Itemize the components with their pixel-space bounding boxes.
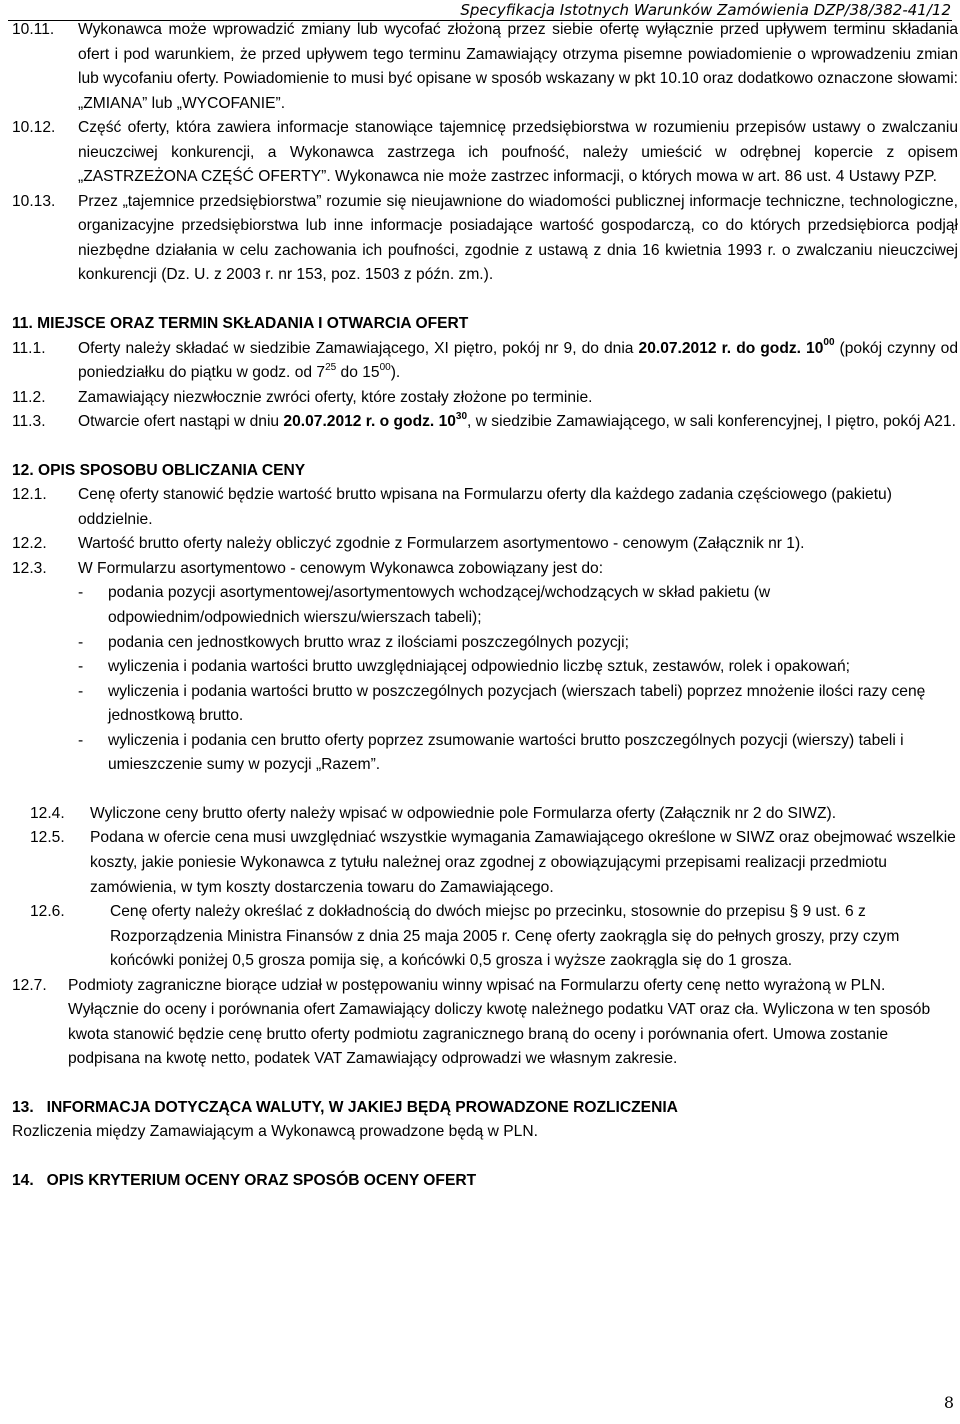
list-item <box>12 729 958 778</box>
section-12-3 <box>12 557 958 582</box>
document-title: Specyfikacja Istotnych Warunków Zamówienia DZP/38/382-41/12 <box>460 1 951 19</box>
superscript: 00 <box>823 337 835 349</box>
section-number: 12.7. <box>12 976 47 994</box>
section-12-5 <box>12 826 958 900</box>
superscript: 25 <box>325 361 337 373</box>
list-item <box>12 631 958 656</box>
superscript: 30 <box>455 411 468 423</box>
section-number: 12.2. <box>12 535 47 553</box>
section-text: W Formularzu asortymentowo - cenowym Wykonawca zobowiązany jest do: <box>78 559 604 577</box>
text-part: (pokój czynny od poniedziałku do piątku w godz. od 7 <box>78 339 958 382</box>
section-text <box>78 410 958 435</box>
list-item <box>12 655 958 680</box>
list-item-text: wyliczenia i podania cen brutto oferty poprzez zsumowanie wartości brutto poszczególnych pozycji (wierszy) tabeli i umieszczenie sumy w pozycji „Razem”. <box>108 731 904 774</box>
section-text: Podmioty zagraniczne biorące udział w postępowaniu winny wpisać na Formularzu oferty cenę netto wyrażoną w PLN. Wyłącznie do oceny i porównania ofert Zamawiający doliczy kwotę należnego podatku VAT oraz cła. Wyliczona w ten sposób kwota stanowić będzie cenę brutto oferty podmiotu zagranicznego braną do oceny i porównania ofert. Umowa zostanie podpisana na kwotę netto, podatek VAT Zamawiający odprowadzi we własnym zakresie. <box>68 976 931 1068</box>
list-item <box>12 581 958 630</box>
bullet-dash: - <box>78 658 84 676</box>
list-item-text: wyliczenia i podania wartości brutto w poszczególnych pozycjach (wierszach tabeli) poprzez mnożenie ilości razy cenę jednostkową brutto. <box>108 682 926 725</box>
section-number: 11.2. <box>12 388 46 406</box>
section-number: 12.6. <box>30 903 65 921</box>
section-number: 11.3. <box>12 413 46 431</box>
text-part: ). <box>390 364 401 382</box>
section-number: 12.4. <box>30 804 65 822</box>
bullet-dash: - <box>78 682 84 700</box>
section-11-2 <box>12 386 958 411</box>
spacer <box>12 778 958 802</box>
section-11-1 <box>12 337 958 386</box>
document-body <box>12 18 958 1194</box>
section-12-2 <box>12 532 958 557</box>
section-number: 11.1. <box>12 339 46 357</box>
section-text: Część oferty, która zawiera informacje stanowiące tajemnicę przedsiębiorstwa w rozumieniu przepisów ustawy o zwalczaniu nieuczciwej konkurencji, a Wykonawca zastrzega ich poufność, należy umieścić w odrębnej kopercie z opisem „ZASTRZEŻONA CZĘŚĆ OFERTY”. Wykonawca nie może zastrzec informacji, o których mowa w art. 86 ust. 4 Ustawy PZP. <box>78 119 958 186</box>
bullet-dash: - <box>78 584 84 602</box>
text-part: , w siedzibie Zamawiającego, w sali konferencyjnej, I piętro, pokój A21. <box>467 413 956 431</box>
list-item-text: podania cen jednostkowych brutto wraz z ilościami poszczególnych pozycji; <box>108 633 629 651</box>
section-text: Zamawiający niezwłocznie zwróci oferty, które zostały złożone po terminie. <box>78 388 593 406</box>
heading-section-13: 13. INFORMACJA DOTYCZĄCA WALUTY, W JAKIEJ BĘDĄ PROWADZONE ROZLICZENIA <box>12 1098 678 1116</box>
section-11-3 <box>12 410 958 435</box>
section-text: Wyliczone ceny brutto oferty należy wpisać w odpowiednie pole Formularza oferty (Załącznik nr 2 do SIWZ). <box>90 804 837 822</box>
heading-section-11: 11. MIEJSCE ORAZ TERMIN SKŁADANIA I OTWARCIA OFERT <box>12 315 469 333</box>
text-part: Oferty należy składać w siedzibie Zamawiającego, XI piętro, pokój nr 9, do dnia <box>78 339 639 357</box>
section-10-11 <box>12 18 958 116</box>
section-10-12 <box>12 116 958 190</box>
text-part: Otwarcie ofert nastąpi w dniu <box>78 413 284 431</box>
heading-section-14: 14. OPIS KRYTERIUM OCENY ORAZ SPOSÓB OCENY OFERT <box>12 1171 477 1189</box>
section-number: 10.12. <box>12 119 56 137</box>
bullet-dash: - <box>78 633 84 651</box>
section-12-1 <box>12 483 958 532</box>
list-item-text: wyliczenia i podania wartości brutto uwzględniającej odpowiednio liczbę sztuk, zestawów, rolek i opakowań; <box>108 658 850 676</box>
section-number: 12.1. <box>12 486 47 504</box>
section-number: 12.5. <box>30 829 65 847</box>
list-item-text: podania pozycji asortymentowej/asortymentowych wchodzącej/wchodzących w skład pakietu (w odpowiednim/odpowiednich wierszu/wierszach tabeli); <box>108 584 771 627</box>
section-13-text: Rozliczenia między Zamawiającym a Wykonawcą prowadzone będą w PLN. <box>12 1123 538 1141</box>
section-text <box>78 337 958 386</box>
section-10-13 <box>12 190 958 288</box>
section-text: Podana w ofercie cena musi uwzględniać wszystkie wymagania Zamawiającego określone w SIWZ oraz obejmować wszelkie koszty, jakie poniesie Wykonawca z tytułu należnej oraz zgodnej z obowiązującymi przepisami realizacji przedmiotu zamówienia, w tym koszty dostarczenia towaru do Zamawiającego. <box>90 829 956 896</box>
section-text: Wartość brutto oferty należy obliczyć zgodnie z Formularzem asortymentowo - cenowym (Załącznik nr 1). <box>78 535 805 553</box>
section-12-4 <box>12 802 958 827</box>
section-number: 12.3. <box>12 559 47 577</box>
section-number: 10.13. <box>12 192 56 210</box>
section-text: Przez „tajemnice przedsiębiorstwa” rozumie się nieujawnione do wiadomości publicznej informacje techniczne, technologiczne, organizacyjne przedsiębiorstwa lub inne informacje posiadające wartość gospodarczą, co do których przedsiębiorca podjął niezbędne działania w celu zachowania ich poufności, zgodnie z ustawą z dnia 16 kwietnia 1993 r. o zwalczaniu nieuczciwej konkurencji (Dz. U. z 2003 r. nr 153, poz. 1503 z późn. zm.). <box>78 192 958 284</box>
opening-date: 20.07.2012 r. o godz. 10 <box>283 413 456 431</box>
text-part: do 15 <box>336 364 380 382</box>
superscript: 00 <box>379 361 391 373</box>
deadline-date: 20.07.2012 r. do godz. 10 <box>638 339 824 357</box>
section-number: 10.11. <box>12 21 55 38</box>
section-text: Cenę oferty należy określać z dokładnością do dwóch miejsc po przecinku, stosownie do przepisu § 9 ust. 6 z Rozporządzenia Ministra Finansów z dnia 25 maja 2005 r. Cenę oferty zaokrągla się do pełnych groszy, przy czym końcówki poniżej 0,5 grosza pomija się, a końcówki 0,5 grosza i wyższe zaokrągla się do 1 grosza. <box>110 903 900 970</box>
list-item <box>12 680 958 729</box>
section-text: Wykonawca może wprowadzić zmiany lub wycofać złożoną przez siebie ofertę wyłącznie przed upływem terminu składania ofert i pod warunkiem, że przed upływem tego terminu Zamawiający otrzyma pisemne powiadomienie o wprowadzeniu zmian lub wycofaniu oferty. Powiadomienie to musi być opisane w sposób wskazany w pkt 10.10 oraz dodatkowo oznaczone słowami: „ZMIANA” lub „WYCOFANIE”. <box>78 21 958 112</box>
section-text: Cenę oferty stanowić będzie wartość brutto wpisana na Formularzu oferty dla każdego zadania częściowego (pakietu) oddzielnie. <box>78 486 892 528</box>
bullet-dash: - <box>78 731 84 749</box>
page-number: 8 <box>943 1393 954 1412</box>
section-12-6 <box>12 900 958 974</box>
section-12-7 <box>12 974 958 1072</box>
heading-section-12: 12. OPIS SPOSOBU OBLICZANIA CENY <box>12 461 306 479</box>
